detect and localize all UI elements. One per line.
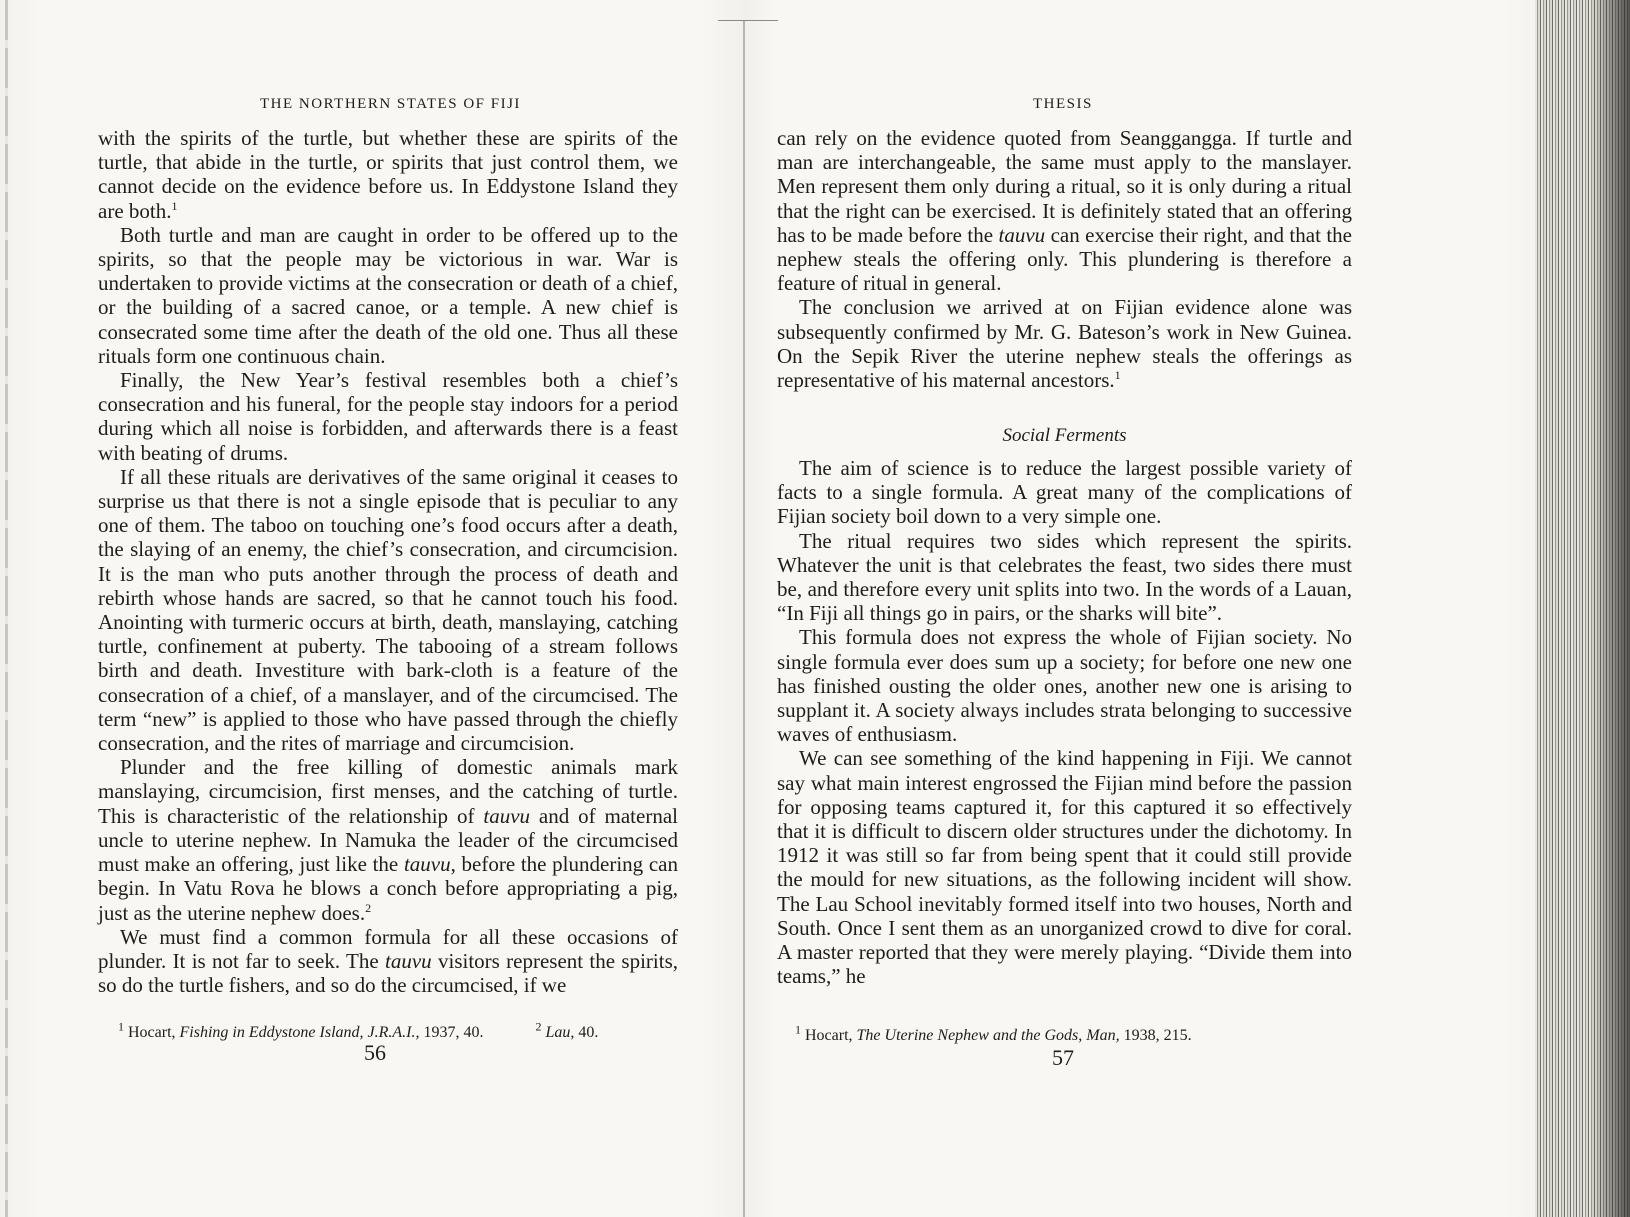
footnote-1: [118, 1019, 488, 1041]
left-page-number: 56: [364, 1040, 386, 1065]
paragraph: Both turtle and man are caught in order to be offered up to the spirits, so that the people may be victorious in war. War is undertaken to provide victims at the consecration or death of a chief, or the building of a sacred canoe, or a temple. A new chief is consecrated some time after the death of the old one. Thus all these rituals form one continuous chain.: [98, 222, 678, 368]
left-running-head: THE NORTHERN STATES OF FIJI: [260, 96, 521, 112]
italic-term: tauvu: [385, 948, 432, 973]
footnote-reference: 1: [171, 198, 178, 213]
italic-term: tauvu: [403, 852, 451, 877]
footnote-citation: 40.: [578, 1024, 599, 1041]
footnote-author: Hocart,: [805, 1027, 853, 1044]
right-running-head: THESIS: [1033, 96, 1093, 112]
footnote-marker: 1: [118, 1019, 124, 1034]
page-edge-left: [5, 0, 8, 1217]
footnote-author: Hocart,: [128, 1024, 176, 1041]
footnote-marker: 2: [535, 1019, 542, 1034]
footnote-citation: 1937, 40.: [423, 1024, 484, 1041]
italic-term: tauvu: [998, 222, 1046, 247]
footnote-citation: 1938, 215.: [1123, 1027, 1192, 1044]
paragraph: The aim of science is to reduce the largest possible variety of facts to a single formula. A great many of the complications of Fijian society boil down to a very simple one.: [777, 456, 1352, 529]
paragraph: If all these rituals are derivatives of the same original it ceases to surprise us that there is not a single episode that is peculiar to any one of them. The taboo on touching one’s food occurs after a death, the slaying of an enemy, the chief’s consecration, and circumcision. It is the man who puts another through the process of death and rebirth whose hands are sacred, so that he cannot touch his food. Anointing with turmeric occurs at birth, death, manslaying, catching turtle, confinement at puberty. The tabooing of a stream follows birth and death. Investiture with bark-cloth is a feature of the consecration of a chief, of a manslayer, and of the circumcised. The term “new” is applied to those who have passed through the chiefly consecration, and the rites of marriage and circumcision.: [98, 464, 678, 756]
page-stack-shadow: [1590, 0, 1630, 1217]
footnote-reference: 2: [365, 900, 372, 915]
book-gutter: [743, 20, 745, 1217]
paragraph: This formula does not express the whole of Fijian society. No single formula ever does sum up a society; for before one new one has finished ousting the older ones, another new one is arising to supplant it. A society always includes strata belonging to successive waves of enthusiasm.: [777, 625, 1352, 747]
footnote-2: [535, 1019, 599, 1041]
paragraph: Plunder and the free killing of domestic animals mark manslaying, circumcision, first menses, and the catching of turtle. This is characteristic of the relationship of tauvu and of maternal uncle to uterine nephew. In Namuka the leader of the circumcised must make an offering, just like the tauvu, before the plundering can begin. In Vatu Rova he blows a conch before appropriating a pig, just as the uterine nephew does.$^2$: [98, 755, 678, 925]
left-body-text: [98, 126, 678, 997]
footnote-1: [795, 1022, 1192, 1044]
footnote-reference: 1: [1114, 368, 1121, 383]
right-body-text-top: [777, 126, 1352, 392]
footnote-title: Fishing in Eddystone Island, J.R.A.I.,: [179, 1024, 420, 1041]
footnote-title: Lau,: [545, 1024, 575, 1041]
paragraph: The conclusion we arrived at on Fijian evidence alone was subsequently confirmed by Mr. G. Bateson’s work in New Guinea. On the Sepik River the uterine nephew steals the offerings as representative of his maternal ancestors.$^1$: [777, 295, 1352, 393]
paragraph: Finally, the New Year’s festival resembles both a chief’s consecration and his funeral, for the people stay indoors for a period during which all noise is forbidden, and afterwards there is a feast with beating of drums.: [98, 368, 678, 465]
paragraph: with the spirits of the turtle, but whether these are spirits of the turtle, that abide in the turtle, or spirits that just control them, we cannot decide on the evidence before us. In Eddystone Island they are both.$^1$: [98, 126, 678, 223]
paragraph: The ritual requires two sides which represent the spirits. Whatever the unit is that celebrates the feast, two sides there must be, and therefore every unit splits into two. In the words of a Lauan, “In Fiji all things go in pairs, or the sharks will bite”.: [777, 528, 1352, 626]
paragraph: can rely on the evidence quoted from Seanggangga. If turtle and man are interchangeable, the same must apply to the manslayer. Men represent them only during a ritual, so it is only during a ritual that the right can be exercised. It is definitely stated that an offering has to be made before the tauvu can exercise their right, and that the nephew steals the offering only. This plundering is therefore a feature of ritual in general.: [777, 126, 1352, 296]
footnote-title: The Uterine Nephew and the Gods, Man,: [856, 1027, 1120, 1044]
right-page-number: 57: [1052, 1045, 1074, 1070]
footnote-marker: 1: [795, 1022, 801, 1037]
right-body-text-bottom: [777, 456, 1352, 988]
italic-term: tauvu: [483, 803, 531, 828]
paragraph: We must find a common formula for all these occasions of plunder. It is not far to seek. The tauvu visitors represent the spirits, so do the turtle fishers, and so do the circumcised, if we: [98, 924, 679, 998]
paragraph: We can see something of the kind happening in Fiji. We cannot say what main interest engrossed the Fijian mind before the passion for opposing teams captured it, for this captured it so effectively that it is difficult to discern older structures under the dichotomy. In 1912 it was still so far from being spent that it could still provide the mould for new situations, as the following incident will show. The Lau School inevitably formed itself into two houses, North and South. Once I sent them as an unorganized crowd to dive for coral. A master reported that they were merely playing. “Divide them into teams,” he: [777, 746, 1352, 989]
right-footnotes: [795, 1022, 1355, 1046]
section-title: Social Ferments: [1002, 425, 1127, 446]
gutter-top-rule: [718, 20, 778, 21]
